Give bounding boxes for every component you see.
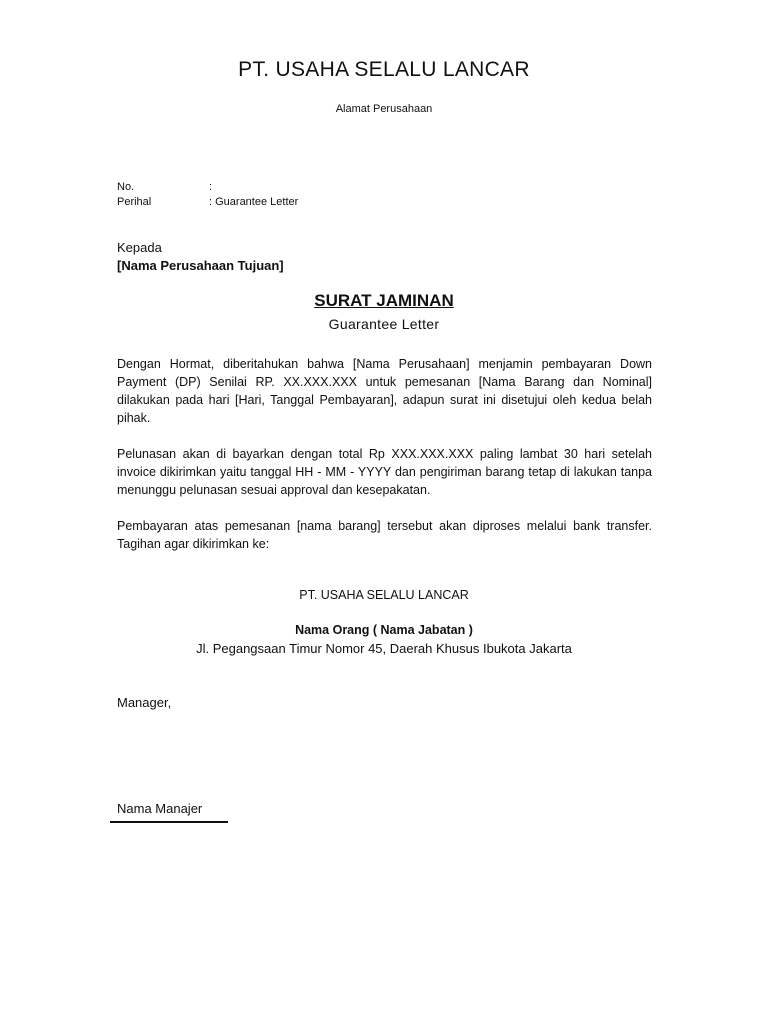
company-address: Alamat Perusahaan — [335, 103, 433, 115]
body-paragraph-3: Pembayaran atas pemesanan [nama barang] tersebut akan diproses melalui bank transfer. Tagihan agar dikirimkan ke: — [117, 519, 652, 551]
letter-subtitle: Guarantee Letter — [328, 316, 440, 332]
number-value: : — [209, 181, 213, 193]
letter-title: SURAT JAMINAN — [314, 291, 454, 310]
subject-value: : Guarantee Letter — [209, 196, 299, 208]
recipient-intro: Kepada — [117, 240, 162, 255]
payee-person: Nama Orang ( Nama Jabatan ) — [295, 623, 473, 637]
subject-label: Perihal — [117, 196, 152, 208]
body-paragraph-2: Pelunasan akan di bayarkan dengan total Rp XXX.XXX.XXX paling lambat 30 hari setelah invoice dikirimkan yaitu tanggal HH - MM - YYYY dan pengiriman barang tetap di lakukan tanpa menunggu pelunasan sesuai approval dan kesepakatan. — [117, 447, 652, 497]
signer-name: Nama Manajer — [117, 801, 203, 816]
recipient-name: [Nama Perusahaan Tujuan] — [117, 258, 284, 273]
signature-line — [110, 821, 228, 823]
meta-row-subject — [117, 196, 298, 208]
payee-company: PT. USAHA SELALU LANCAR — [299, 588, 469, 602]
meta-row-number — [117, 181, 212, 193]
number-label: No. — [117, 181, 135, 193]
closing-title: Manager, — [117, 695, 172, 710]
company-name-heading: PT. USAHA SELALU LANCAR — [238, 58, 530, 81]
payee-address: Jl. Pegangsaan Timur Nomor 45, Daerah Khusus Ibukota Jakarta — [196, 641, 572, 656]
body-paragraph-1: Dengan Hormat, diberitahukan bahwa [Nama Perusahaan] menjamin pembayaran Down Payment (DP) Senilai RP. XX.XXX.XXX untuk pemesanan [Nama Barang dan Nominal] dilakukan pada hari [Hari, Tanggal Pembayaran], adapun surat ini disetujui oleh kedua belah pihak. — [117, 357, 652, 425]
